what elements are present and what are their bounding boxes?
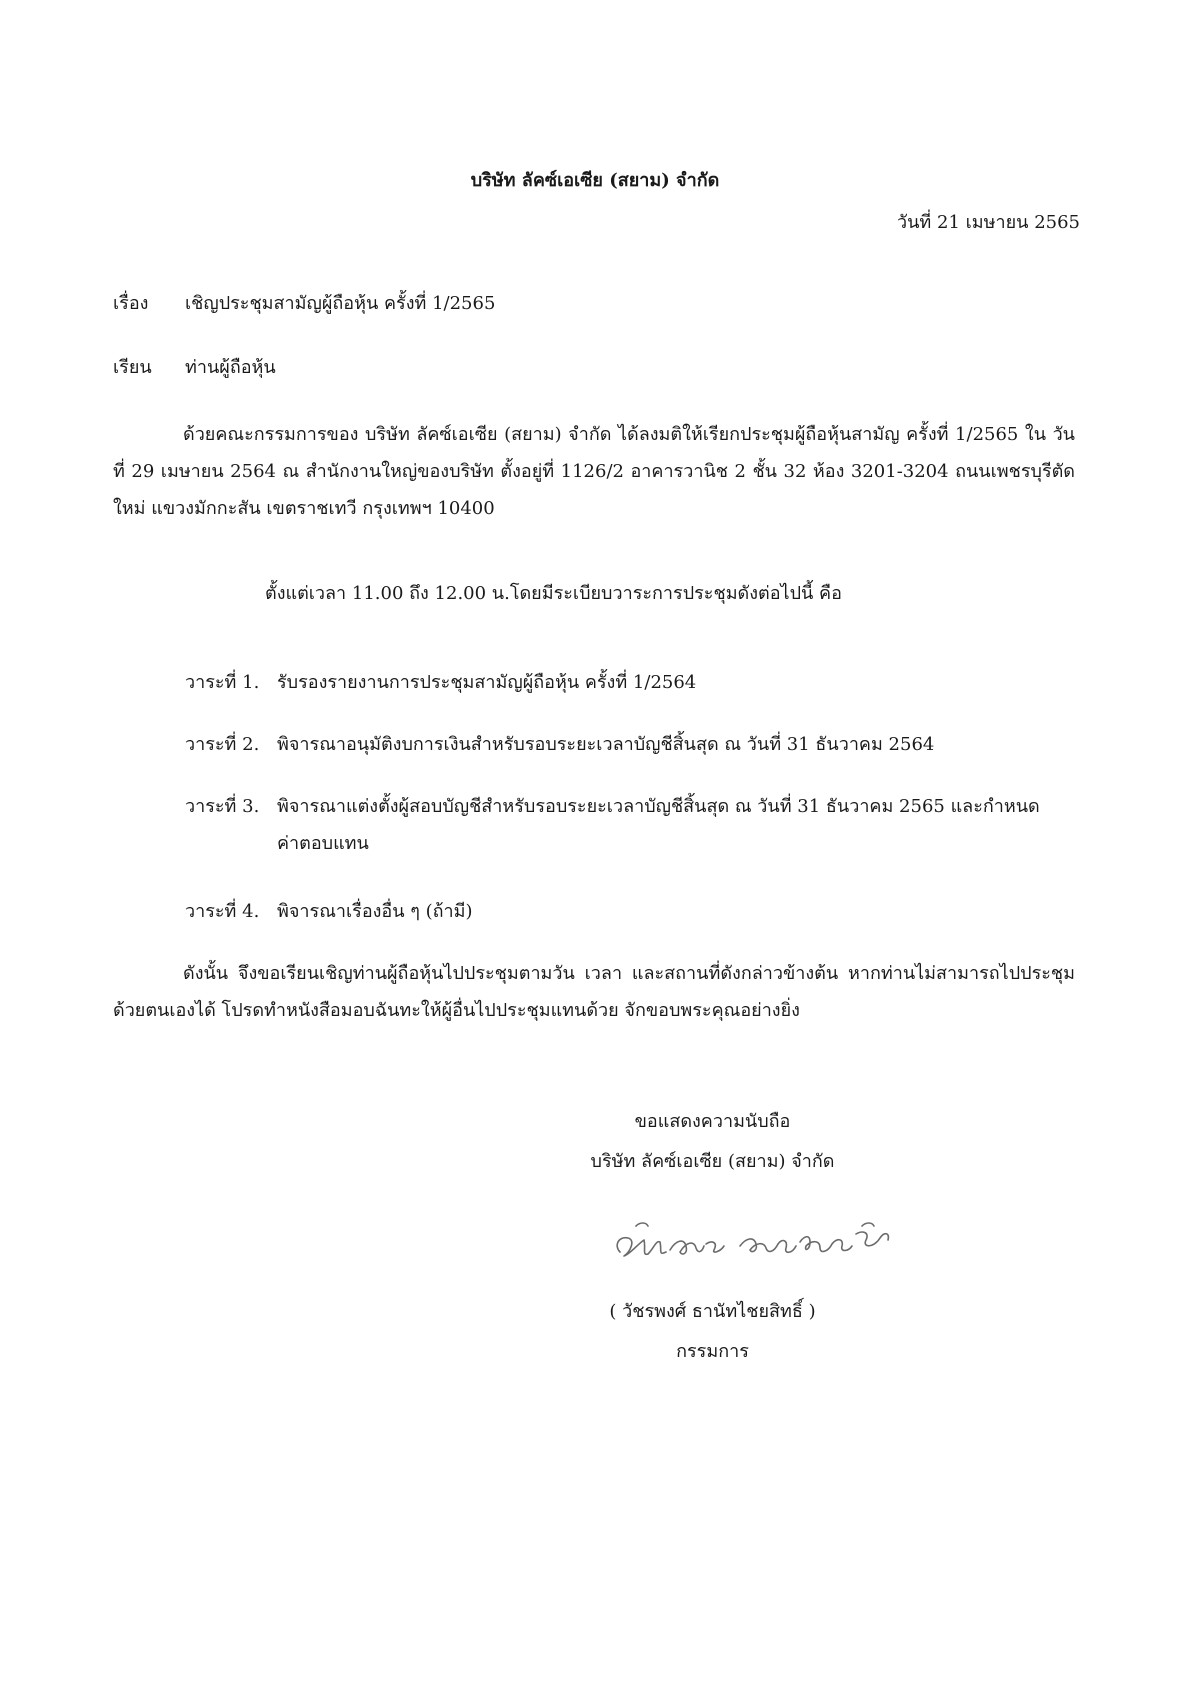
agenda-item-3 (185, 788, 1075, 862)
handwritten-signature (600, 1196, 920, 1276)
letter-date: วันที่ 21 เมษายน 2565 (897, 212, 1080, 233)
signer-name: ( วัชรพงศ์ ธานัทไชยสิทธิ์ ) (609, 1301, 816, 1322)
signature-company: บริษัท ลัคซ์เอเซีย (สยาม) จำกัด (590, 1151, 835, 1172)
regards-line: ขอแสดงความนับถือ (634, 1111, 791, 1132)
agenda-item-1 (185, 664, 1075, 701)
agenda-item-4 (185, 893, 1075, 930)
intro-paragraph: ด้วยคณะกรรมการของ บริษัท ลัคซ์เอเซีย (สยาม) จำกัด ได้ลงมติให้เรียกประชุมผู้ถือหุ้นสามัญ ครั้งที่ 1/2565 ใน วันที่ 29 เมษายน 2564 ณ สำนักงานใหญ่ของบริษัท ตั้งอยู่ที่ 1126/2 อาคารวานิช 2 ชั้น 32 ห้อง 3201-3204 ถนนเพชรบุรีตัดใหม่ แขวงมักกะสัน เขตราชเทวี กรุงเทพฯ 10400 (113, 424, 1075, 519)
meeting-time: ตั้งแต่เวลา 11.00 ถึง 12.00 น.โดยมีระเบียบวาระการประชุมดังต่อไปนี้ คือ (265, 583, 842, 604)
recipient-text: ท่านผู้ถือหุ้น (185, 357, 276, 378)
agenda-number: วาระที่ 3. (185, 796, 260, 817)
subject-text: เชิญประชุมสามัญผู้ถือหุ้น ครั้งที่ 1/2565 (185, 293, 496, 314)
agenda-continuation: ค่าตอบแทน (277, 833, 369, 854)
closing-paragraph: ดังนั้น จึงขอเรียนเชิญท่านผู้ถือหุ้นไปประชุมตามวัน เวลา และสถานที่ดังกล่าวข้างต้น หากท่านไม่สามารถไปประชุมด้วยตนเองได้ โปรดทำหนังสือมอบฉันทะให้ผู้อื่นไปประชุมแทนด้วย จักขอบพระคุณอย่างยิ่ง (113, 963, 1075, 1021)
agenda-number: วาระที่ 2. (185, 734, 260, 755)
signer-position: กรรมการ (676, 1341, 749, 1362)
agenda-item-2 (185, 726, 1075, 763)
agenda-number: วาระที่ 4. (185, 901, 260, 922)
agenda-text: พิจารณาเรื่องอื่น ๆ (ถ้ามี) (277, 901, 473, 922)
agenda-text: รับรองรายงานการประชุมสามัญผู้ถือหุ้น ครั้งที่ 1/2564 (277, 672, 697, 693)
subject-label: เรื่อง (113, 293, 149, 314)
recipient-label: เรียน (113, 357, 152, 378)
agenda-text: พิจารณาอนุมัติงบการเงินสำหรับรอบระยะเวลาบัญชีสิ้นสุด ณ วันที่ 31 ธันวาคม 2564 (277, 734, 935, 755)
company-title: บริษัท ลัคซ์เอเซีย (สยาม) จำกัด (470, 170, 720, 191)
agenda-number: วาระที่ 1. (185, 672, 260, 693)
agenda-text: พิจารณาแต่งตั้งผู้สอบบัญชีสำหรับรอบระยะเวลาบัญชีสิ้นสุด ณ วันที่ 31 ธันวาคม 2565 และกำหนด (277, 796, 1040, 817)
